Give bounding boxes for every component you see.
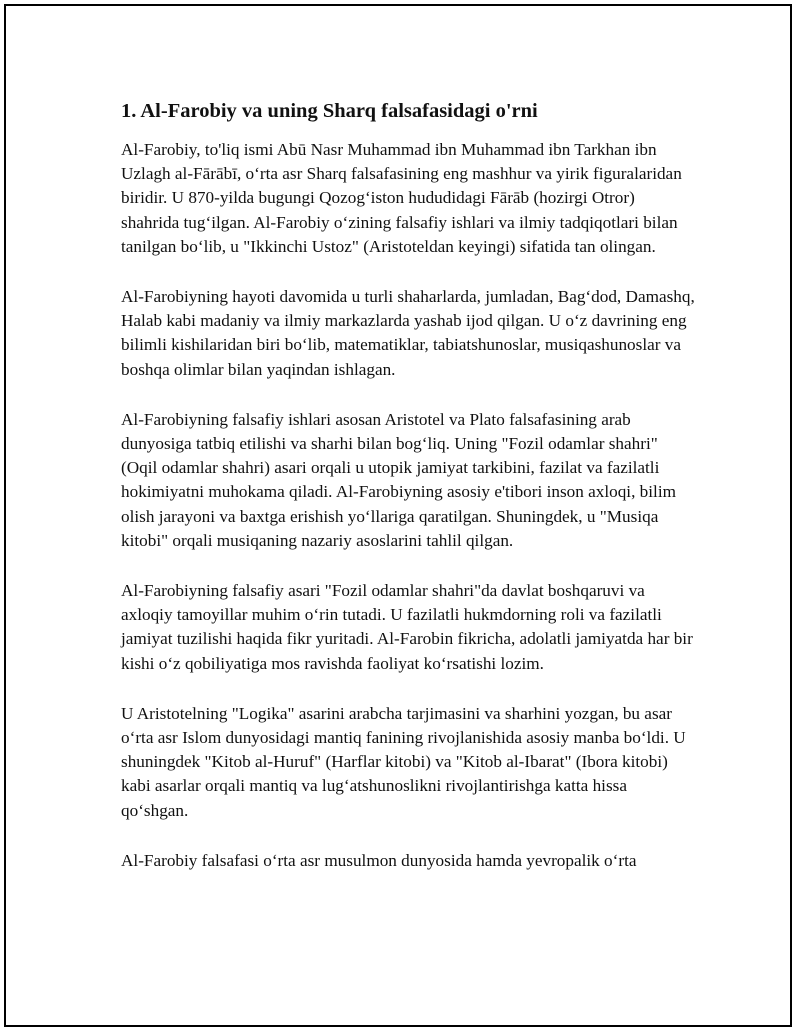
section-heading: 1. Al-Farobiy va uning Sharq falsafasidagi o'rni <box>121 100 538 122</box>
paragraph-4: Al-Farobiyning falsafiy asari "Fozil odamlar shahri"da davlat boshqaruvi va axloqiy tamoyillar muhim oʻrin tutadi. U fazilatli hukmdorning roli va fazilatli jamiyat tuzilishi haqida fikr yuritadi. Al-Farobin fikricha, adolatli jamiyatda har bir kishi oʻz qobiliyatiga mos ravishda faoliyat koʻrsatishi lozim. <box>121 581 693 673</box>
paragraph-1: Al-Farobiy, to'liq ismi Abū Nasr Muhammad ibn Muhammad ibn Tarkhan ibn Uzlagh al-Fārābī, oʻrta asr Sharq falsafasining eng mashhur va yirik figuralaridan biridir. U 870-yilda bugungi Qozogʻiston hududidagi Fārāb (hozirgi Otror) shahrida tugʻilgan. Al-Farobiy oʻzining falsafiy ishlari va ilmiy tadqiqotlari bilan tanilgan boʻlib, u "Ikkinchi Ustoz" (Aristoteldan keyingi) sifatida tan olingan. <box>121 140 682 256</box>
paragraph-5: U Aristotelning "Logika" asarini arabcha tarjimasini va sharhini yozgan, bu asar oʻrta asr Islom dunyosidagi mantiq fanining rivojlanishida asosiy manba boʻldi. U shuningdek "Kitob al-Huruf" (Harflar kitobi) va "Kitob al-Ibarat" (Ibora kitobi) kabi asarlar orqali mantiq va lugʻatshunoslikni rivojlantirishga katta hissa qoʻshgan. <box>121 703 686 820</box>
paragraph-2: Al-Farobiyning hayoti davomida u turli shaharlarda, jumladan, Bagʻdod, Damashq, Halab kabi madaniy va ilmiy markazlarda yashab ijod qilgan. U oʻz davrining eng bilimli kishilaridan biri boʻlib, matematiklar, tabiatshunoslar, musiqashunoslar va boshqa olimlar bilan yaqindan ishlagan. <box>121 287 695 379</box>
paragraph-6: Al-Farobiy falsafasi oʻrta asr musulmon dunyosida hamda yevropalik oʻrta <box>121 850 637 870</box>
paragraph-3: Al-Farobiyning falsafiy ishlari asosan Aristotel va Plato falsafasining arab dunyosiga tatbiq etilishi va sharhi bilan bogʻliq. Uning "Fozil odamlar shahri" (Oqil odamlar shahri) asari orqali u utopik jamiyat tarkibini, fazilat va fazilatli hokimiyatni muhokama qiladi. Al-Farobiyning asosiy e'tibori inson axloqi, bilim olish jarayoni va baxtga erishish yoʻllariga qaratilgan. Shuningdek, u "Musiqa kitobi" orqali musiqaning nazariy asoslarini tahlil qilgan. <box>121 409 676 550</box>
document-page <box>4 4 792 1027</box>
document-body <box>121 98 696 899</box>
